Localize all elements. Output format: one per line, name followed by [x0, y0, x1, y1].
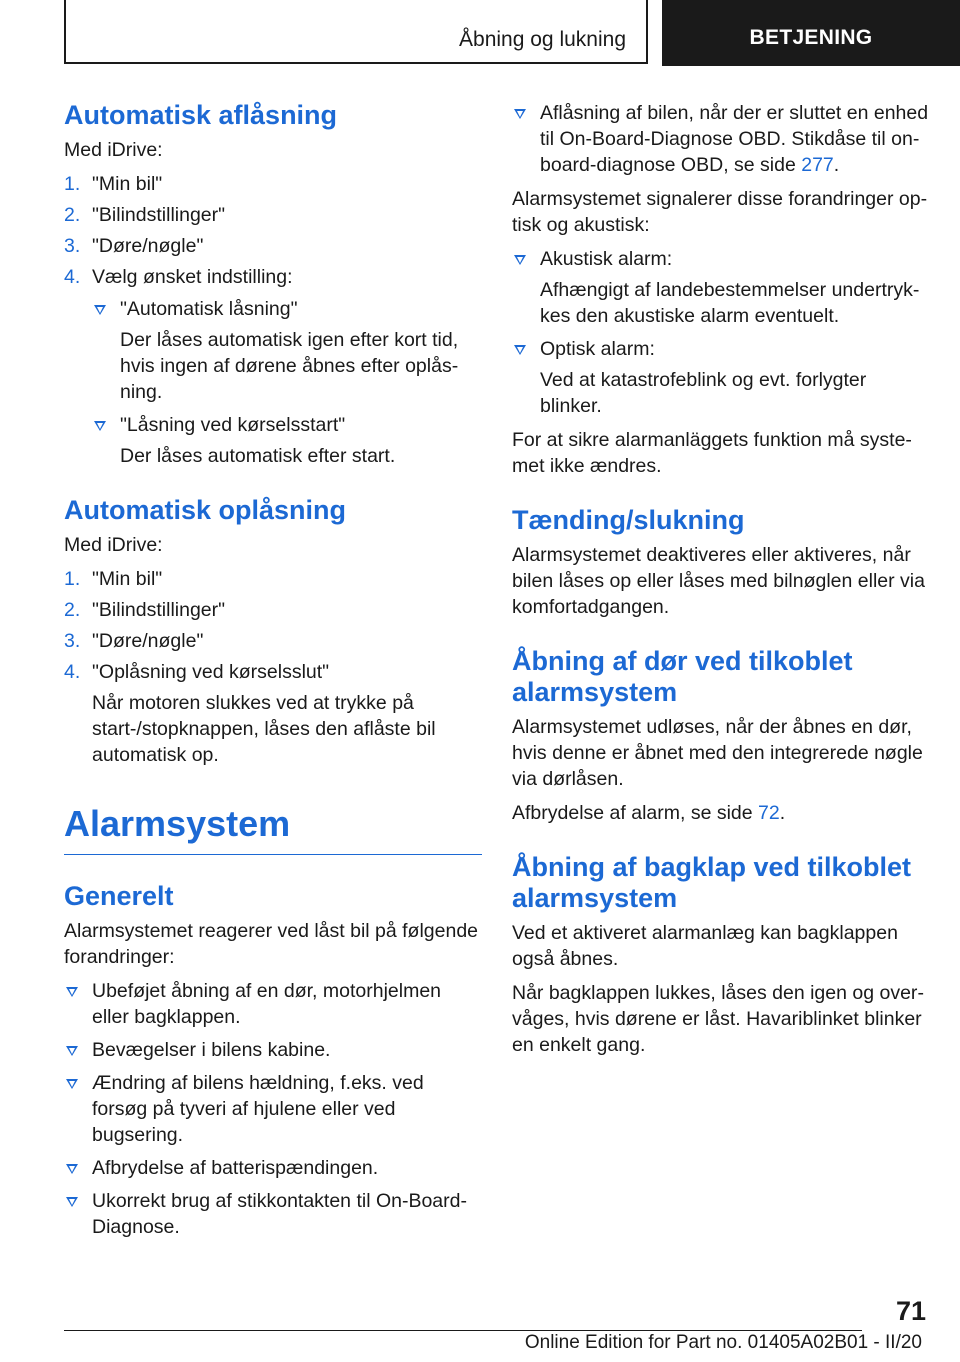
- intro-text: Med iDrive:: [64, 534, 163, 556]
- section-title-door-open: Åbning af dør ved tilkoblet alarmsystem: [512, 646, 853, 707]
- list-item: [64, 597, 482, 623]
- signal-list: [512, 246, 930, 419]
- triangle-bullet-icon: [94, 305, 106, 315]
- step-text: Vælg ønsket indstilling:: [92, 266, 293, 288]
- left-column: [64, 100, 482, 1248]
- alarm-trigger-list-cont: [512, 100, 930, 178]
- intro-text: Med iDrive:: [64, 139, 163, 161]
- list-item: Aflåsning af bilen, når der er sluttet en enhed til On-Board-Diagnose OBD. Stikdåse til on-board-diagnose OBD, se side 277.: [512, 100, 930, 178]
- list-item: [92, 296, 482, 405]
- list-item: [64, 628, 482, 654]
- step-number: 2.: [64, 599, 81, 621]
- tailgate-text-1: Ved et aktiveret alarmanlæg kan bagklappen også åbnes.: [512, 922, 898, 970]
- signal-intro: Alarmsystemet signalerer disse forandringer optisk og akustisk:: [512, 188, 928, 236]
- step-number: 2.: [64, 204, 81, 226]
- step-number: 3.: [64, 630, 81, 652]
- section-title-general: Generelt: [64, 881, 174, 911]
- step-desc: Når motoren slukkes ved at trykke på start-/stopknappen, låses den aflåste bil automatisk op.: [92, 692, 436, 766]
- page-link-72[interactable]: 72: [758, 802, 780, 824]
- alarm-intro: Alarmsystemet reagerer ved låst bil på følgende forandringer:: [64, 920, 479, 968]
- footer-divider: [64, 1330, 862, 1331]
- on-off-text: Alarmsystemet deaktiveres eller aktiveres, når bilen låses op eller låses med bilnøglen eller via komfortadgangen.: [512, 544, 925, 618]
- option-label: "Automatisk låsning": [120, 298, 298, 320]
- right-column: [512, 100, 930, 1066]
- section-title-on-off: Tænding/slukning: [512, 505, 745, 535]
- option-label: "Låsning ved kørselsstart": [120, 414, 346, 436]
- list-item: [64, 264, 482, 469]
- option-desc: Der låses automatisk efter start.: [120, 445, 396, 467]
- triangle-bullet-icon: [66, 1197, 78, 1207]
- option-list: [92, 296, 482, 469]
- step-text: "Døre/nøgle": [92, 235, 204, 257]
- triangle-bullet-icon: [514, 345, 526, 355]
- list-item: [64, 659, 482, 768]
- step-text: "Døre/nøgle": [92, 630, 204, 652]
- steps-auto-unlock: [64, 566, 482, 768]
- section-title-auto-lock: Automatisk aflåsning: [64, 100, 338, 130]
- page-number: 71: [895, 1296, 926, 1326]
- list-item: Ændring af bilens hældning, f.eks. ved forsøg på tyveri af hjulene eller ved bugsering.: [64, 1070, 482, 1148]
- step-text: "Oplåsning ved kørselsslut": [92, 661, 330, 683]
- option-desc: Der låses automatisk igen efter kort tid, hvis ingen af dørene åbnes efter oplåsning.: [120, 329, 459, 403]
- footer-edition: Online Edition for Part no. 01405A02B01 - II/20: [524, 1332, 922, 1353]
- list-item: [64, 171, 482, 197]
- triangle-bullet-icon: [66, 987, 78, 997]
- list-item: Akustisk alarm: Afhængigt af landebestemmelser undertrykkes den akustiske alarm eventuelt.: [512, 246, 930, 329]
- list-item: [64, 566, 482, 592]
- step-text: "Min bil": [92, 568, 163, 590]
- step-number: 1.: [64, 568, 81, 590]
- steps-auto-lock: [64, 171, 482, 469]
- list-item: Optisk alarm: Ved at katastrofeblink og evt. forlygter blinker.: [512, 336, 930, 419]
- triangle-bullet-icon: [514, 255, 526, 265]
- triangle-bullet-icon: [66, 1164, 78, 1174]
- door-open-ref: Afbrydelse af alarm, se side 72.: [512, 802, 786, 824]
- list-item: [64, 202, 482, 228]
- alarm-trigger-list: [64, 978, 482, 1240]
- triangle-bullet-icon: [94, 421, 106, 431]
- page-link-277[interactable]: 277: [801, 154, 834, 176]
- header-chapter-tab: BETJENING: [662, 0, 960, 66]
- triangle-bullet-icon: [66, 1079, 78, 1089]
- chapter-title-alarm: Alarmsystem: [64, 802, 482, 855]
- step-number: 3.: [64, 235, 81, 257]
- list-item: [64, 233, 482, 259]
- list-item: Ukorrekt brug af stikkontakten til On-Board-Diagnose.: [64, 1188, 482, 1240]
- step-text: "Min bil": [92, 173, 163, 195]
- triangle-bullet-icon: [66, 1046, 78, 1056]
- list-item: Afbrydelse af batterispændingen.: [64, 1155, 482, 1181]
- header-section-title: Åbning og lukning: [459, 28, 626, 51]
- section-title-tailgate-open: Åbning af bagklap ved tilkoblet alarmsystem: [512, 852, 912, 913]
- triangle-bullet-icon: [514, 109, 526, 119]
- list-item: Bevægelser i bilens kabine.: [64, 1037, 482, 1063]
- step-text: "Bilindstillinger": [92, 599, 226, 621]
- step-number: 1.: [64, 173, 81, 195]
- list-item: [92, 412, 482, 469]
- safety-note: For at sikre alarmanläggets funktion må systemet ikke ændres.: [512, 429, 912, 477]
- step-text: "Bilindstillinger": [92, 204, 226, 226]
- step-number: 4.: [64, 661, 81, 683]
- step-number: 4.: [64, 266, 81, 288]
- section-title-auto-unlock: Automatisk oplåsning: [64, 495, 347, 525]
- list-item: Ubeføjet åbning af en dør, motorhjelmen eller bagklappen.: [64, 978, 482, 1030]
- door-open-text: Alarmsystemet udløses, når der åbnes en dør, hvis denne er åbnet med den integrerede nøgle via dørlåsen.: [512, 716, 923, 790]
- tailgate-text-2: Når bagklappen lukkes, låses den igen og overvåges, hvis dørene er låst. Havariblinket blinker en enkelt gang.: [512, 982, 924, 1056]
